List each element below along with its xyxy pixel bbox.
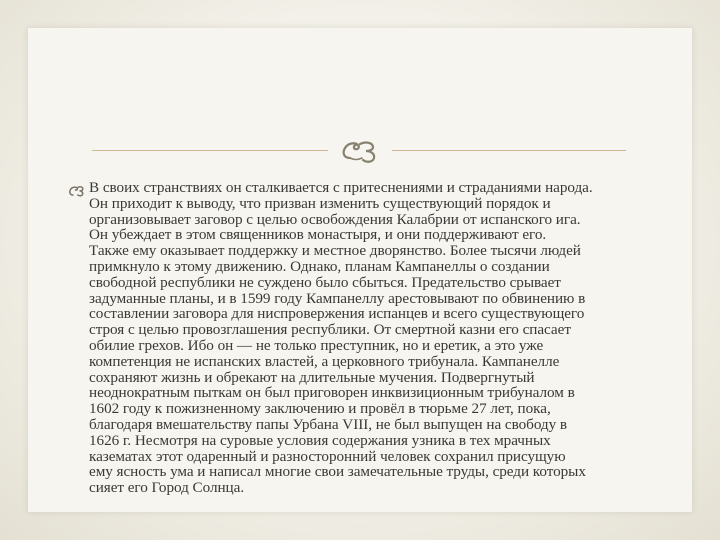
body-line: обилие грехов. Ибо он — не только преступник, но и еретик, а это уже [89,336,544,354]
body-line: 1626 г. Несмотря на суровые условия содержания узника в тех мрачных [89,431,551,449]
body-line: организовывает заговор с целью освобождения Калабрии от испанского ига. [89,210,581,228]
body-line: казематах этот одаренный и разносторонний человек сохранил присущую [89,447,566,465]
body-line: составлении заговора для ниспровержения испанцев и всего существующего [89,305,585,323]
body-line: неоднократным пыткам он был приговорен инквизиционным трибуналом в [89,384,575,402]
body-line: примкнуло к этому движению. Однако, планам Кампанеллы о создании [89,257,550,275]
body-line: ему ясность ума и написал многие свои замечательные труды, среди которых [89,463,586,481]
body-line: сияет его Город Солнца. [89,479,245,497]
body-line: 1602 году к пожизненному заключению и провёл в тюрьме 27 лет, пока, [89,400,551,418]
body-line: благодаря вмешательству папы Урбана VIII, не был выпущен на свободу в [89,415,568,433]
body-line: Он убеждает в этом священников монастыря, и они поддерживают его. [89,226,547,244]
body-line: В своих странствиях он сталкивается с притеснениями и страданиями народа. [89,179,593,196]
body-line: сохраняют жизнь и обрекают на длительные мучения. Подвергнутый [89,368,535,386]
title-divider-left [92,150,328,151]
body-line: строя с целью провозглашения республики. От смертной казни его спасает [89,321,571,339]
body-line: Также ему оказывает поддержку и местное дворянство. Более тысячи людей [89,242,581,260]
cursive-ornament-icon [336,136,386,166]
title-divider-right [392,150,626,151]
body-line: свободной республики не суждено было сбыться. Предательство срывает [89,273,561,291]
body-line: Он приходит к выводу, что призван изменить существующий порядок и [89,194,551,212]
body-line: задуманные планы, и в 1599 году Кампанеллу арестовывают по обвинению в [89,289,586,307]
body-paragraph [89,180,649,496]
body-line: компетенция не испанских властей, а церковного трибунала. Кампанелле [89,352,560,370]
ornament-bullet-icon [68,184,84,198]
